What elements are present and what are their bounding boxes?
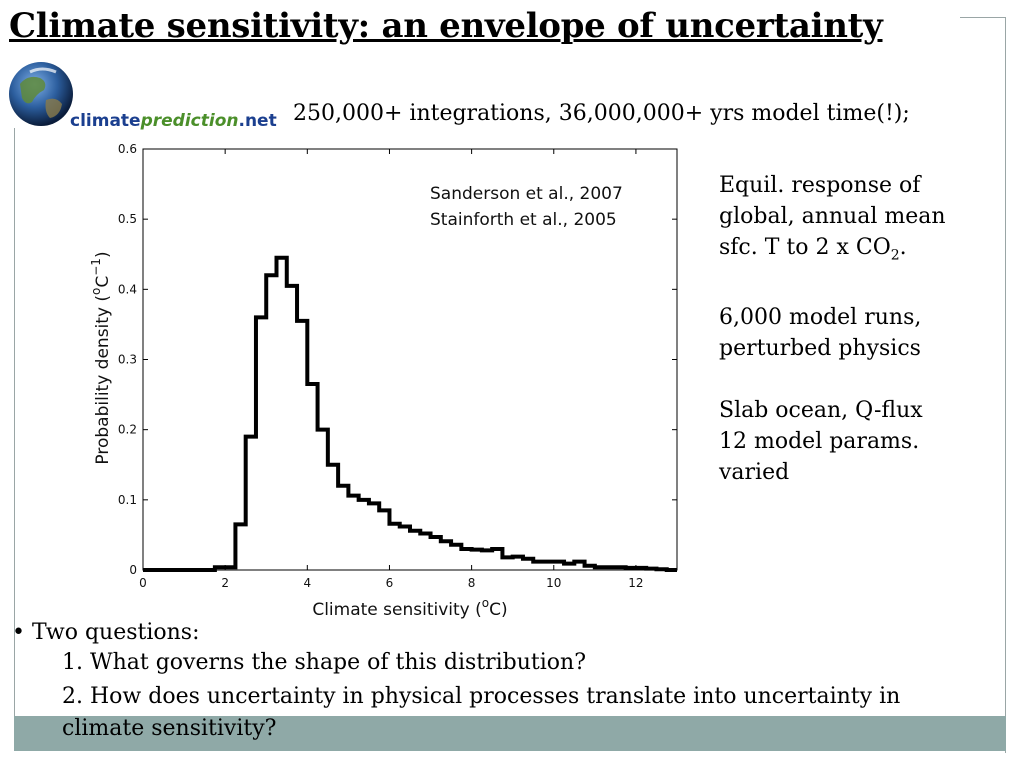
histogram-bin bbox=[215, 567, 225, 570]
y-tick-label: 0.4 bbox=[117, 282, 137, 297]
histogram-bin bbox=[595, 567, 605, 570]
histogram-bin bbox=[554, 562, 564, 570]
y-tick-label: 0.2 bbox=[117, 422, 137, 437]
histogram-bin bbox=[605, 567, 615, 570]
chart-annotation-line1: Sanderson et al., 2007 bbox=[430, 184, 623, 204]
histogram-bin bbox=[338, 486, 348, 570]
side-notes bbox=[719, 170, 999, 519]
histogram-bin bbox=[461, 549, 471, 570]
histogram-bin bbox=[225, 567, 235, 570]
histogram-bin bbox=[451, 545, 461, 570]
histogram-bin bbox=[235, 524, 245, 570]
histogram-bin bbox=[656, 569, 666, 570]
histogram-bin bbox=[318, 430, 328, 570]
y-tick-label: 0 bbox=[129, 563, 137, 577]
x-tick-label: 4 bbox=[303, 576, 312, 590]
histogram-bin bbox=[513, 557, 523, 570]
x-tick-label: 10 bbox=[546, 576, 562, 590]
histogram-bin bbox=[287, 286, 297, 570]
y-tick-label: 0.5 bbox=[117, 212, 137, 227]
x-tick-label: 0 bbox=[139, 576, 147, 590]
histogram-bin bbox=[389, 524, 399, 570]
histogram-bin bbox=[574, 562, 584, 570]
histogram-bin bbox=[533, 562, 543, 570]
histogram-bin bbox=[626, 568, 636, 570]
histogram-bin bbox=[410, 531, 420, 570]
y-tick-label: 0.1 bbox=[117, 492, 137, 507]
question-2-line-2: climate sensitivity? bbox=[62, 716, 277, 741]
histogram-bin bbox=[297, 321, 307, 570]
histogram-bin bbox=[369, 503, 379, 570]
histogram-bin bbox=[277, 258, 287, 570]
histogram-bin bbox=[564, 564, 574, 570]
histogram-bin bbox=[636, 568, 646, 570]
note-equil-response: Equil. response of global, annual mean sfc. T to 2 x $CO_2$. bbox=[719, 173, 946, 264]
y-axis-label: Probability density $(^oC^{-1})$ bbox=[89, 251, 113, 465]
histogram-bin bbox=[420, 534, 430, 570]
note-slab-ocean: Slab ocean, Q-flux 12 model params. varied bbox=[719, 398, 923, 486]
histogram-bin bbox=[441, 541, 451, 570]
histogram-bin bbox=[502, 557, 512, 570]
histogram-bin bbox=[544, 562, 554, 570]
frame-left-line bbox=[14, 128, 15, 750]
climateprediction-logo bbox=[6, 60, 286, 132]
histogram-bin bbox=[400, 526, 410, 570]
x-tick-label: 8 bbox=[467, 576, 476, 590]
question-1: 1. What governs the shape of this distribution? bbox=[62, 650, 587, 675]
y-tick-label: 0.3 bbox=[117, 352, 137, 367]
histogram-bin bbox=[523, 559, 533, 570]
histogram-bin bbox=[348, 496, 358, 570]
histogram-bin bbox=[431, 537, 441, 570]
question-2-line-1: 2. How does uncertainty in physical processes translate into uncertainty in bbox=[62, 684, 901, 709]
histogram-bin bbox=[615, 567, 625, 570]
histogram-bin bbox=[585, 566, 595, 570]
x-tick-label: 12 bbox=[628, 576, 644, 590]
histogram-bin bbox=[246, 437, 256, 570]
histogram-bin bbox=[492, 549, 502, 570]
bullet-two-questions: • Two questions: bbox=[12, 620, 200, 645]
histogram-bin bbox=[328, 465, 338, 570]
histogram-bin bbox=[359, 500, 369, 570]
y-tick-label: 0.6 bbox=[117, 142, 137, 156]
histogram-bin bbox=[472, 550, 482, 570]
svg-text:climateprediction.net: climateprediction.net bbox=[70, 111, 277, 131]
subtitle: 250,000+ integrations, 36,000,000+ yrs model time(!); bbox=[293, 101, 910, 126]
histogram-bin bbox=[482, 550, 492, 570]
x-tick-label: 6 bbox=[385, 576, 394, 590]
pdf-step-line bbox=[143, 258, 677, 570]
x-tick-label: 2 bbox=[221, 576, 229, 590]
pdf-chart bbox=[80, 140, 690, 630]
x-axis-label: Climate sensitivity ($^o$C) bbox=[312, 596, 508, 620]
histogram-bin bbox=[646, 569, 656, 570]
chart-annotation-line2: Stainforth et al., 2005 bbox=[430, 210, 617, 230]
note-model-runs: 6,000 model runs, perturbed physics bbox=[719, 305, 922, 362]
histogram-bin bbox=[379, 510, 389, 570]
slide-title: Climate sensitivity: an envelope of uncertainty bbox=[9, 6, 883, 46]
frame-right-line bbox=[1005, 17, 1006, 753]
histogram-bin bbox=[266, 275, 276, 570]
globe-icon bbox=[9, 62, 73, 126]
histogram-bin bbox=[307, 384, 317, 570]
frame-top-line bbox=[960, 17, 1006, 18]
histogram-bin bbox=[256, 317, 266, 570]
